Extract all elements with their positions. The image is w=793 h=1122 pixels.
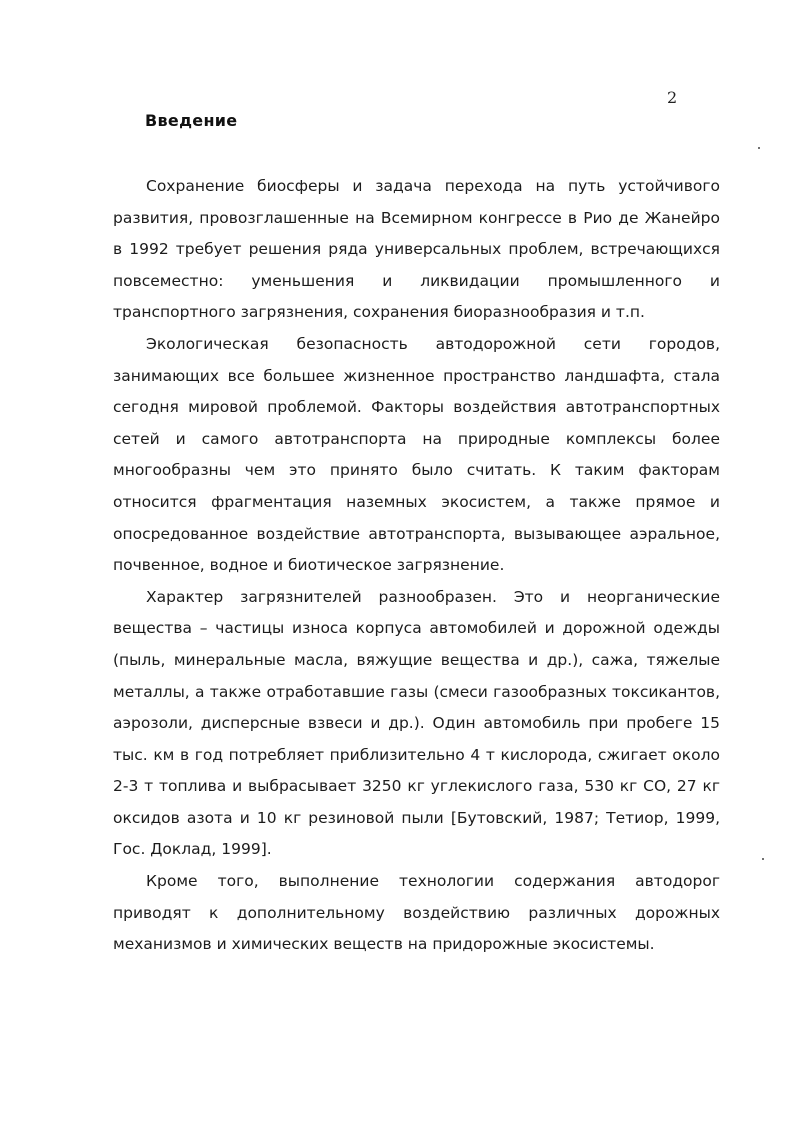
section-heading: Введение bbox=[145, 111, 238, 130]
paragraph-3: Характер загрязнителей разнообразен. Это и неорганические вещества – частицы износа корпуса автомобилей и дорожной одежды (пыль, минеральные масла, вяжущие вещества и др.), сажа, тяжелые металлы, а также отработавшие газы (смеси газообразных токсикантов, аэрозоли, дисперсные взвеси и др.). Один автомобиль при пробеге 15 тыс. км в год потребляет приблизительно 4 т кислорода, сжигает около 2-3 т топлива и выбрасывает 3250 кг углекислого газа, 530 кг СО, 27 кг оксидов азота и 10 кг резиновой пыли [Бутовский, 1987; Тетиор, 1999, Гос. Доклад, 1999]. bbox=[113, 587, 720, 859]
scan-speck bbox=[762, 858, 764, 860]
page-number: 2 bbox=[667, 88, 678, 107]
body-text bbox=[113, 171, 720, 961]
scan-speck bbox=[758, 147, 760, 149]
paragraph-1: Сохранение биосферы и задача перехода на путь устойчивого развития, провозглашенные на Всемирном конгрессе в Рио де Жанейро в 1992 требует решения ряда универсальных проблем, встречающихся повсеместно: уменьшения и ликвидации промышленного и транспортного загрязнения, сохранения биоразнообразия и т.п. bbox=[113, 177, 720, 322]
paragraph-2: Экологическая безопасность автодорожной сети городов, занимающих все большее жизненное пространство ландшафта, стала сегодня мировой проблемой. Факторы воздействия автотранспортных сетей и самого автотранспорта на природные комплексы более многообразны чем это принято было считать. К таким факторам относится фрагментация наземных экосистем, а также прямое и опосредованное воздействие автотранспорта, вызывающее аэральное, почвенное, водное и биотическое загрязнение. bbox=[113, 334, 720, 575]
paragraph-4: Кроме того, выполнение технологии содержания автодорог приводят к дополнительному воздействию различных дорожных механизмов и химических веществ на придорожные экосистемы. bbox=[113, 872, 720, 954]
